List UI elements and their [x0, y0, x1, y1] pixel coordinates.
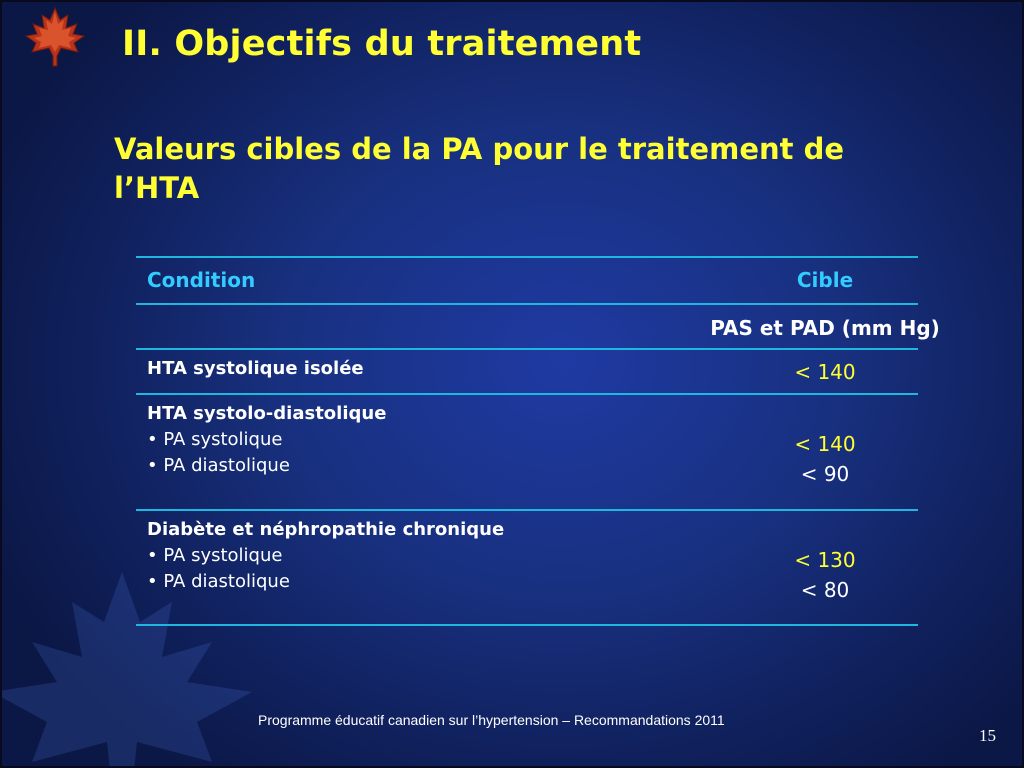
slide-subtitle: Valeurs cibles de la PA pour le traitement de l’HTA — [114, 132, 845, 205]
header-target: Cible — [796, 268, 854, 292]
condition-label: Diabète et néphropathie chronique — [147, 519, 505, 540]
condition-label: HTA systolo-diastolique — [147, 403, 387, 424]
condition-cell — [147, 401, 386, 479]
table-row — [136, 393, 918, 509]
condition-label: HTA systolique isolée — [147, 358, 364, 379]
target-sys-value: < 140 — [794, 432, 856, 456]
footer-text: Programme éducatif canadien sur l’hypertension – Recommandations 2011 — [258, 712, 725, 728]
target-cell — [696, 429, 954, 489]
table-row — [136, 509, 918, 626]
page-title: II. Objectifs du traitement — [122, 24, 642, 64]
table-header-row — [136, 256, 918, 303]
table-units-row — [136, 303, 940, 348]
table-row — [136, 348, 918, 393]
target-sys-value: < 130 — [794, 548, 856, 572]
target-dia-value: < 90 — [800, 462, 850, 486]
item-diastolic: • PA diastolique — [147, 571, 290, 592]
condition-cell — [147, 517, 504, 595]
units-label: PAS et PAD (mm Hg) — [710, 316, 940, 340]
target-cell — [696, 545, 954, 605]
item-systolic: • PA systolique — [147, 545, 283, 566]
header-condition: Condition — [147, 268, 256, 292]
target-bp-table — [136, 256, 940, 626]
target-dia-value: < 80 — [800, 578, 850, 602]
maple-leaf-icon — [24, 6, 86, 68]
page-number: 15 — [979, 726, 996, 745]
target-sys-value: < 140 — [794, 360, 856, 384]
item-diastolic: • PA diastolique — [147, 455, 290, 476]
item-systolic: • PA systolique — [147, 429, 283, 450]
